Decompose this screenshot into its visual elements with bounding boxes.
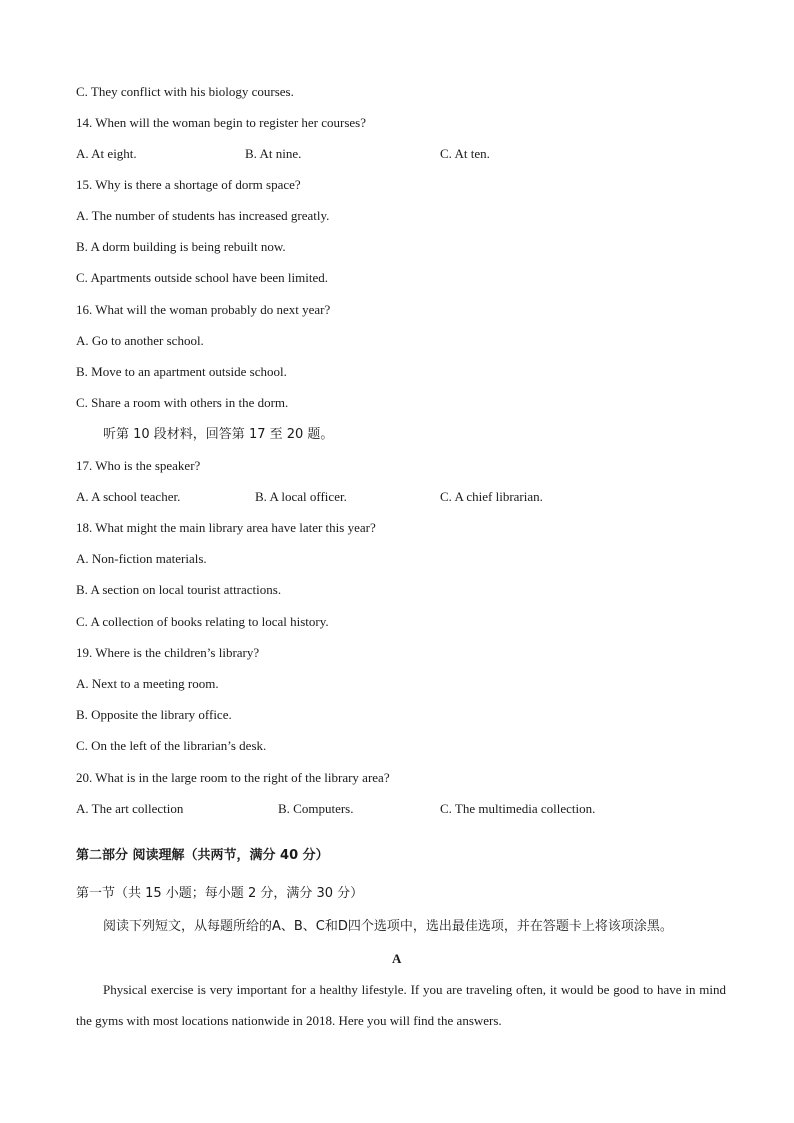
question-20-option-b: B. Computers.	[278, 801, 354, 816]
question-15-option-b: B. A dorm building is being rebuilt now.	[76, 239, 286, 254]
question-20-option-a: A. The art collection	[76, 801, 184, 816]
question-14-option-c: C. At ten.	[440, 146, 490, 161]
question-18-option-b: B. A section on local tourist attractions.	[76, 582, 282, 597]
question-16-option-b: B. Move to an apartment outside school.	[76, 364, 287, 379]
question-15-option-a: A. The number of students has increased greatly.	[76, 208, 330, 223]
question-17-option-b: B. A local officer.	[255, 489, 347, 504]
question-17-option-c: C. A chief librarian.	[440, 489, 543, 504]
question-16: 16. What will the woman probably do next year?	[76, 302, 331, 317]
passage-text: Physical exercise is very important for a healthy lifestyle. If you are traveling often, it would be good to have in mind the gyms with most locations nationwide in 2018. Here you will find the answers.	[76, 982, 726, 1028]
question-18-option-a: A. Non-fiction materials.	[76, 551, 207, 566]
question-15: 15. Why is there a shortage of dorm space?	[76, 177, 301, 192]
question-17: 17. Who is the speaker?	[76, 458, 201, 473]
question-20: 20. What is in the large room to the right of the library area?	[76, 770, 390, 785]
question-15-option-c: C. Apartments outside school have been limited.	[76, 270, 329, 285]
question-20-option-c: C. The multimedia collection.	[440, 801, 596, 816]
part-2-heading: 第二部分 阅读理解（共两节，满分 40 分）	[76, 848, 329, 863]
section-10-instruction: 听第 10 段材料，回答第 17 至 20 题。	[103, 427, 334, 442]
question-16-option-a: A. Go to another school.	[76, 333, 204, 348]
section-1-heading: 第一节（共 15 小题；每小题 2 分，满分 30 分）	[76, 886, 364, 901]
question-16-option-c: C. Share a room with others in the dorm.	[76, 395, 289, 410]
question-13-option-c: C. They conflict with his biology courses.	[76, 84, 294, 99]
question-18: 18. What might the main library area have later this year?	[76, 520, 376, 535]
question-17-option-a: A. A school teacher.	[76, 489, 181, 504]
passage-label: A	[392, 951, 402, 966]
question-18-option-c: C. A collection of books relating to local history.	[76, 614, 329, 629]
question-14-option-b: B. At nine.	[245, 146, 302, 161]
question-19-option-c: C. On the left of the librarian’s desk.	[76, 738, 267, 753]
reading-instructions: 阅读下列短文，从每题所给的A、B、C和D四个选项中，选出最佳选项，并在答题卡上将该项涂黑。	[103, 919, 673, 934]
question-19-option-b: B. Opposite the library office.	[76, 707, 232, 722]
question-14: 14. When will the woman begin to register her courses?	[76, 115, 367, 130]
question-19: 19. Where is the children’s library?	[76, 645, 260, 660]
question-14-option-a: A. At eight.	[76, 146, 137, 161]
question-19-option-a: A. Next to a meeting room.	[76, 676, 219, 691]
